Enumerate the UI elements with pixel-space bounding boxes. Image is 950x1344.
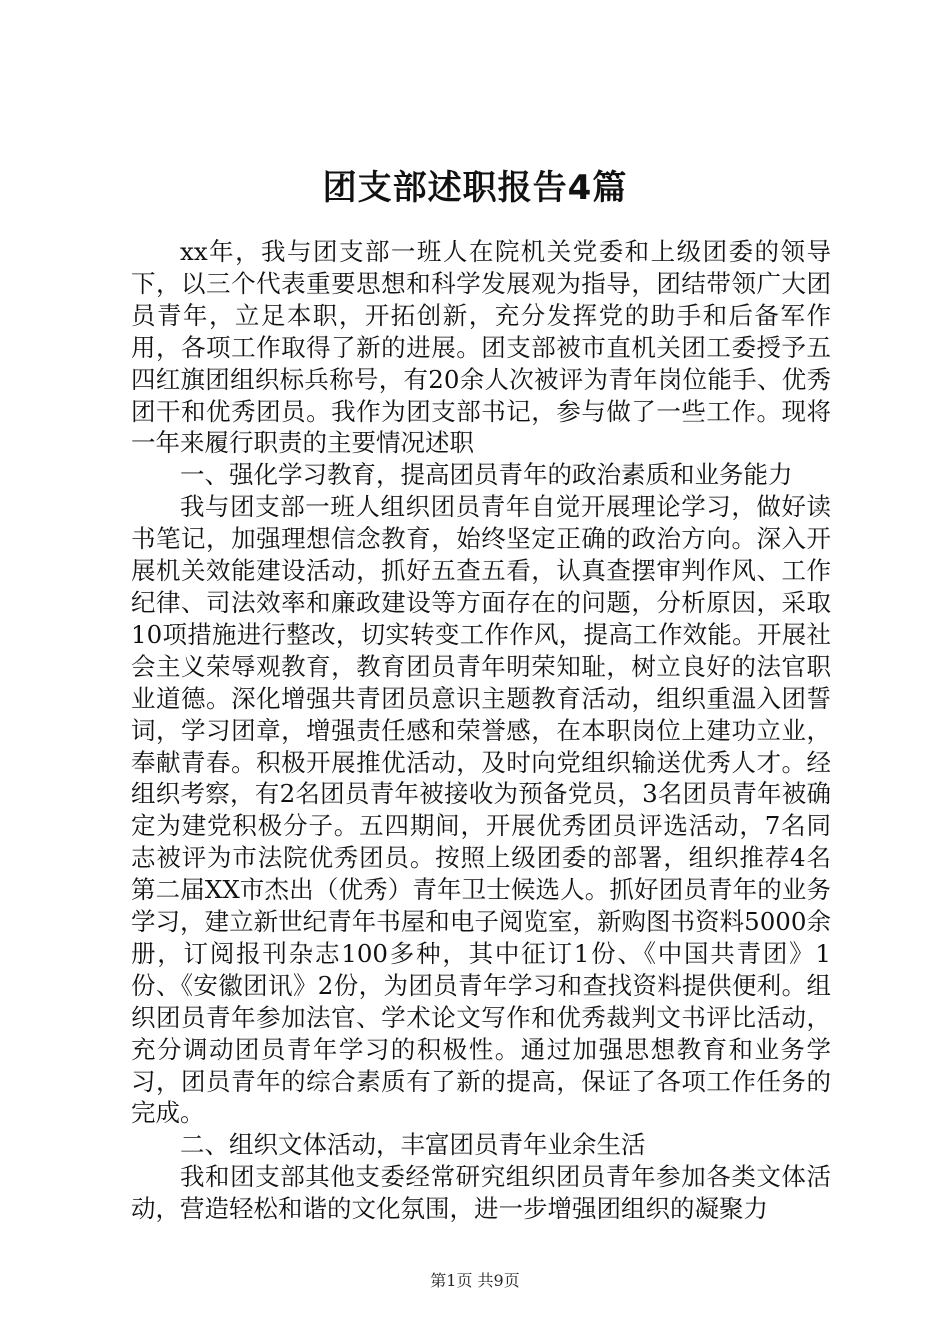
section-heading-2: 二、组织文体活动，丰富团员青年业余生活 (180, 1130, 646, 1160)
page-footer: 第1页 共9页 (430, 1271, 520, 1290)
intro-paragraph: xx年，我与团支部一班人在院机关党委和上级团委的领导下，以三个代表重要思想和科学发展观为指导，团结带领广大团员青年，立足本职，开拓创新，充分发挥党的助手和后备军作用，各项工作取得了新的进展。团支部被市直机关团工委授予五四红旗团组织标兵称号，有20余人次被评为青年岗位能手、优秀团干和优秀团员。我作为团支部书记，参与做了一些工作。现将一年来履行职责的主要情况述职 (131, 237, 831, 458)
section-2-paragraph: 我和团支部其他支委经常研究组织团员青年参加各类文体活动，营造轻松和谐的文化氛围，进一步增强团组织的凝聚力 (131, 1162, 831, 1224)
document-title: 团支部述职报告4篇 (322, 168, 628, 208)
document-body (131, 236, 831, 1225)
section-heading-1: 一、强化学习教育，提高团员青年的政治素质和业务能力 (180, 460, 793, 490)
section-1-paragraph: 我与团支部一班人组织团员青年自觉开展理论学习，做好读书笔记，加强理想信念教育，始终坚定正确的政治方向。深入开展机关效能建设活动，抓好五查五看，认真查摆审判作风、工作纪律、司法效率和廉政建设等方面存在的问题，分析原因，采取10项措施进行整改，切实转变工作作风，提高工作效能。开展社会主义荣辱观教育，教育团员青年明荣知耻，树立良好的法官职业道德。深化增强共青团员意识主题教育活动，组织重温入团誓词，学习团章，增强责任感和荣誉感，在本职岗位上建功立业，奉献青春。积极开展推优活动，及时向党组织输送优秀人才。经组织考察，有2名团员青年被接收为预备党员，3名团员青年被确定为建党积极分子。五四期间，开展优秀团员评选活动，7名同志被评为市法院优秀团员。按照上级团委的部署，组织推荐4名第二届XX市杰出（优秀）青年卫士候选人。抓好团员青年的业务学习，建立新世纪青年书屋和电子阅览室，新购图书资料5000余册，订阅报刊杂志100多种，其中征订1份、《中国共青团》1份、《安徽团讯》2份，为团员青年学习和查找资料提供便利。组织团员青年参加法官、学术论文写作和优秀裁判文书评比活动，充分调动团员青年学习的积极性。通过加强思想教育和业务学习，团员青年的综合素质有了新的提高，保证了各项工作任务的完成。 (131, 492, 831, 1128)
